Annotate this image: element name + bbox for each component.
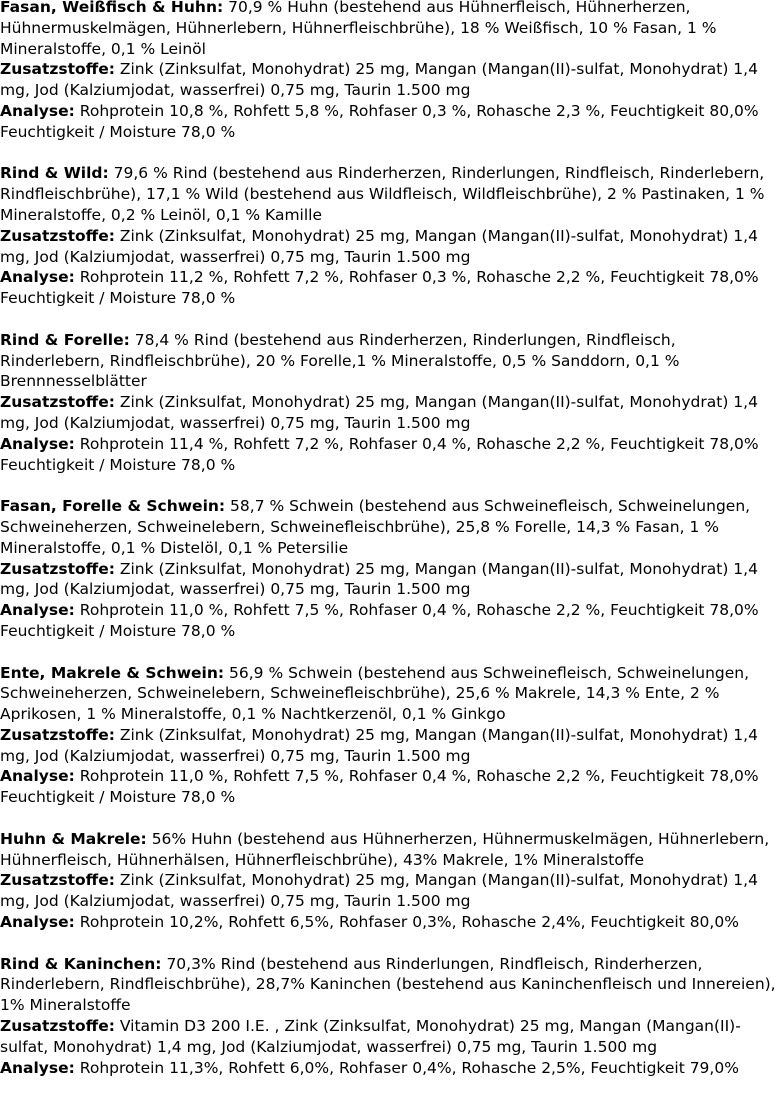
composition-text: 56% Huhn (bestehend aus Hühnerherzen, Hühnermuskelmägen, Hühnerlebern, Hühnerfleisch, Hühnerhälsen, Hühnerfleischbrühe), 43% Makrele, 1% Mineralstoffe bbox=[0, 829, 770, 869]
analysis-text: Rohprotein 10,2%, Rohfett 6,5%, Rohfaser 0,3%, Rohasche 2,4%, Feuchtigkeit 80,0% bbox=[74, 913, 739, 932]
product-name: Ente, Makrele & Schwein: bbox=[0, 663, 225, 682]
composition-text: 56,9 % Schwein (bestehend aus Schweinefleisch, Schweinelungen, Schweineherzen, Schweinelebern, Schweinefleischbrühe), 25,6 % Makrele, 14,3 % Ente, 2 % Aprikosen, 1 % Mineralstoffe, 0,1 % Nachtkerzenöl, 0,1 % Ginkgo bbox=[0, 663, 750, 724]
additives-text: Zink (Zinksulfat, Monohydrat) 25 mg, Mangan (Mangan(II)-sulfat, Monohydrat) 1,4 mg, Jod (Kalziumjodat, wasserfrei) 0,75 mg, Taurin 1.500 mg bbox=[0, 226, 758, 266]
composition-text: 58,7 % Schwein (bestehend aus Schweinefleisch, Schweinelungen, Schweineherzen, Schweinelebern, Schweinefleischbrühe), 25,8 % Forelle, 14,3 % Fasan, 1 % Mineralstoffe, 0,1 % Distelöl, 0,1 % Petersilie bbox=[0, 497, 751, 557]
additives-text: Zink (Zinksulfat, Monohydrat) 25 mg, Mangan (Mangan(II)-sulfat, Monohydrat) 1,4 mg, Jod (Kalziumjodat, wasserfrei) 0,75 mg, Taurin 1.500 mg bbox=[0, 60, 758, 100]
analysis-text: Rohprotein 11,3%, Rohfett 6,0%, Rohfaser 0,4%, Rohasche 2,5%, Feuchtigkeit 79,0% bbox=[74, 1058, 739, 1077]
product-block-rind-forelle bbox=[0, 330, 781, 476]
analysis-text: Rohprotein 11,0 %, Rohfett 7,5 %, Rohfaser 0,4 %, Rohasche 2,2 %, Feuchtigkeit 78,0% Feuchtigkeit / Moisture 78,0 % bbox=[0, 767, 759, 807]
composition-line bbox=[0, 829, 781, 871]
product-block-huhn-makrele bbox=[0, 829, 781, 933]
analysis-text: Rohprotein 11,4 %, Rohfett 7,2 %, Rohfaser 0,4 %, Rohasche 2,2 %, Feuchtigkeit 78,0% Feuchtigkeit / Moisture 78,0 % bbox=[0, 434, 759, 474]
analysis-label: Analyse: bbox=[0, 434, 75, 453]
product-block-ente-makrele-schwein bbox=[0, 663, 781, 809]
additives-label: Zusatzstoffe: bbox=[0, 559, 115, 578]
composition-line bbox=[0, 663, 781, 725]
additives-label: Zusatzstoffe: bbox=[0, 871, 115, 890]
composition-text: 70,9 % Huhn (bestehend aus Hühnerfleisch, Hühnerherzen, Hühnermuskelmägen, Hühnerlebern, Hühnerfleischbrühe), 18 % Weißfisch, 10 % Fasan, 1 % Mineralstoffe, 0,1 % Leinöl bbox=[0, 0, 717, 58]
composition-text: 79,6 % Rind (bestehend aus Rinderherzen, Rinderlungen, Rindfleisch, Rinderlebern, Rindfleischbrühe), 17,1 % Wild (bestehend aus Wildfleisch, Wildfleischbrühe), 2 % Pastinaken, 1 % Mineralstoffe, 0,2 % Leinöl, 0,1 % Kamille bbox=[0, 164, 765, 224]
composition-line bbox=[0, 0, 781, 59]
additives-label: Zusatzstoffe: bbox=[0, 725, 115, 744]
composition-text: 70,3% Rind (bestehend aus Rinderlungen, Rindfleisch, Rinderherzen, Rinderlebern, Rindfleischbrühe), 28,7% Kaninchen (bestehend aus Kaninchenfleisch und Innereien), 1% Mineralstoffe bbox=[0, 954, 776, 1015]
additives-label: Zusatzstoffe: bbox=[0, 60, 115, 79]
product-name: Rind & Forelle: bbox=[0, 330, 130, 349]
analysis-line bbox=[0, 434, 781, 476]
additives-label: Zusatzstoffe: bbox=[0, 1017, 115, 1036]
additives-line bbox=[0, 725, 781, 767]
analysis-label: Analyse: bbox=[0, 1058, 75, 1077]
additives-line bbox=[0, 870, 781, 912]
composition-line bbox=[0, 496, 781, 558]
additives-label: Zusatzstoffe: bbox=[0, 226, 115, 245]
additives-line bbox=[0, 59, 781, 101]
analysis-text: Rohprotein 10,8 %, Rohfett 5,8 %, Rohfaser 0,3 %, Rohasche 2,3 %, Feuchtigkeit 80,0% Feuchtigkeit / Moisture 78,0 % bbox=[0, 101, 759, 141]
analysis-line bbox=[0, 912, 781, 933]
additives-text: Zink (Zinksulfat, Monohydrat) 25 mg, Mangan (Mangan(II)-sulfat, Monohydrat) 1,4 mg, Jod (Kalziumjodat, wasserfrei) 0,75 mg, Taurin 1.500 mg bbox=[0, 871, 758, 911]
product-name: Fasan, Forelle & Schwein: bbox=[0, 497, 226, 516]
product-name: Fasan, Weißfisch & Huhn: bbox=[0, 0, 224, 16]
analysis-line bbox=[0, 766, 781, 808]
additives-line bbox=[0, 1016, 781, 1058]
analysis-label: Analyse: bbox=[0, 101, 75, 120]
analysis-line bbox=[0, 267, 781, 309]
analysis-text: Rohprotein 11,0 %, Rohfett 7,5 %, Rohfaser 0,4 %, Rohasche 2,2 %, Feuchtigkeit 78,0% Feuchtigkeit / Moisture 78,0 % bbox=[0, 601, 759, 640]
composition-line bbox=[0, 954, 781, 1016]
product-block-rind-kaninchen bbox=[0, 954, 781, 1079]
analysis-label: Analyse: bbox=[0, 767, 75, 786]
additives-text: Zink (Zinksulfat, Monohydrat) 25 mg, Mangan (Mangan(II)-sulfat, Monohydrat) 1,4 mg, Jod (Kalziumjodat, wasserfrei) 0,75 mg, Taurin 1.500 mg bbox=[0, 725, 758, 765]
additives-label: Zusatzstoffe: bbox=[0, 393, 115, 412]
composition-text: 78,4 % Rind (bestehend aus Rinderherzen, Rinderlungen, Rindfleisch, Rinderlebern, Rindfleischbrühe), 20 % Forelle,1 % Mineralstoffe, 0,5 % Sanddorn, 0,1 % Brennnesselblätter bbox=[0, 330, 680, 391]
analysis-line bbox=[0, 1058, 781, 1079]
analysis-text: Rohprotein 11,2 %, Rohfett 7,2 %, Rohfaser 0,3 %, Rohasche 2,2 %, Feuchtigkeit 78,0% Feuchtigkeit / Moisture 78,0 % bbox=[0, 268, 759, 308]
composition-line bbox=[0, 163, 781, 225]
product-name: Rind & Wild: bbox=[0, 164, 109, 183]
analysis-label: Analyse: bbox=[0, 601, 75, 620]
product-name: Huhn & Makrele: bbox=[0, 829, 147, 848]
product-name: Rind & Kaninchen: bbox=[0, 954, 162, 973]
additives-line bbox=[0, 226, 781, 268]
additives-line bbox=[0, 392, 781, 434]
additives-text: Vitamin D3 200 I.E. , Zink (Zinksulfat, Monohydrat) 25 mg, Mangan (Mangan(II)-sulfat, Monohydrat) 1,4 mg, Jod (Kalziumjodat, wasserfrei) 0,75 mg, Taurin 1.500 mg bbox=[0, 1017, 741, 1056]
analysis-line bbox=[0, 101, 781, 143]
additives-line bbox=[0, 559, 781, 601]
composition-line bbox=[0, 330, 781, 392]
product-block-rind-wild bbox=[0, 163, 781, 309]
analysis-line bbox=[0, 600, 781, 642]
additives-text: Zink (Zinksulfat, Monohydrat) 25 mg, Mangan (Mangan(II)-sulfat, Monohydrat) 1,4 mg, Jod (Kalziumjodat, wasserfrei) 0,75 mg, Taurin 1.500 mg bbox=[0, 393, 758, 432]
analysis-label: Analyse: bbox=[0, 268, 75, 287]
product-block-fasan-weissfisch-huhn bbox=[0, 0, 781, 143]
analysis-label: Analyse: bbox=[0, 913, 75, 932]
product-block-fasan-forelle-schwein bbox=[0, 496, 781, 642]
additives-text: Zink (Zinksulfat, Monohydrat) 25 mg, Mangan (Mangan(II)-sulfat, Monohydrat) 1,4 mg, Jod (Kalziumjodat, wasserfrei) 0,75 mg, Taurin 1.500 mg bbox=[0, 559, 758, 599]
